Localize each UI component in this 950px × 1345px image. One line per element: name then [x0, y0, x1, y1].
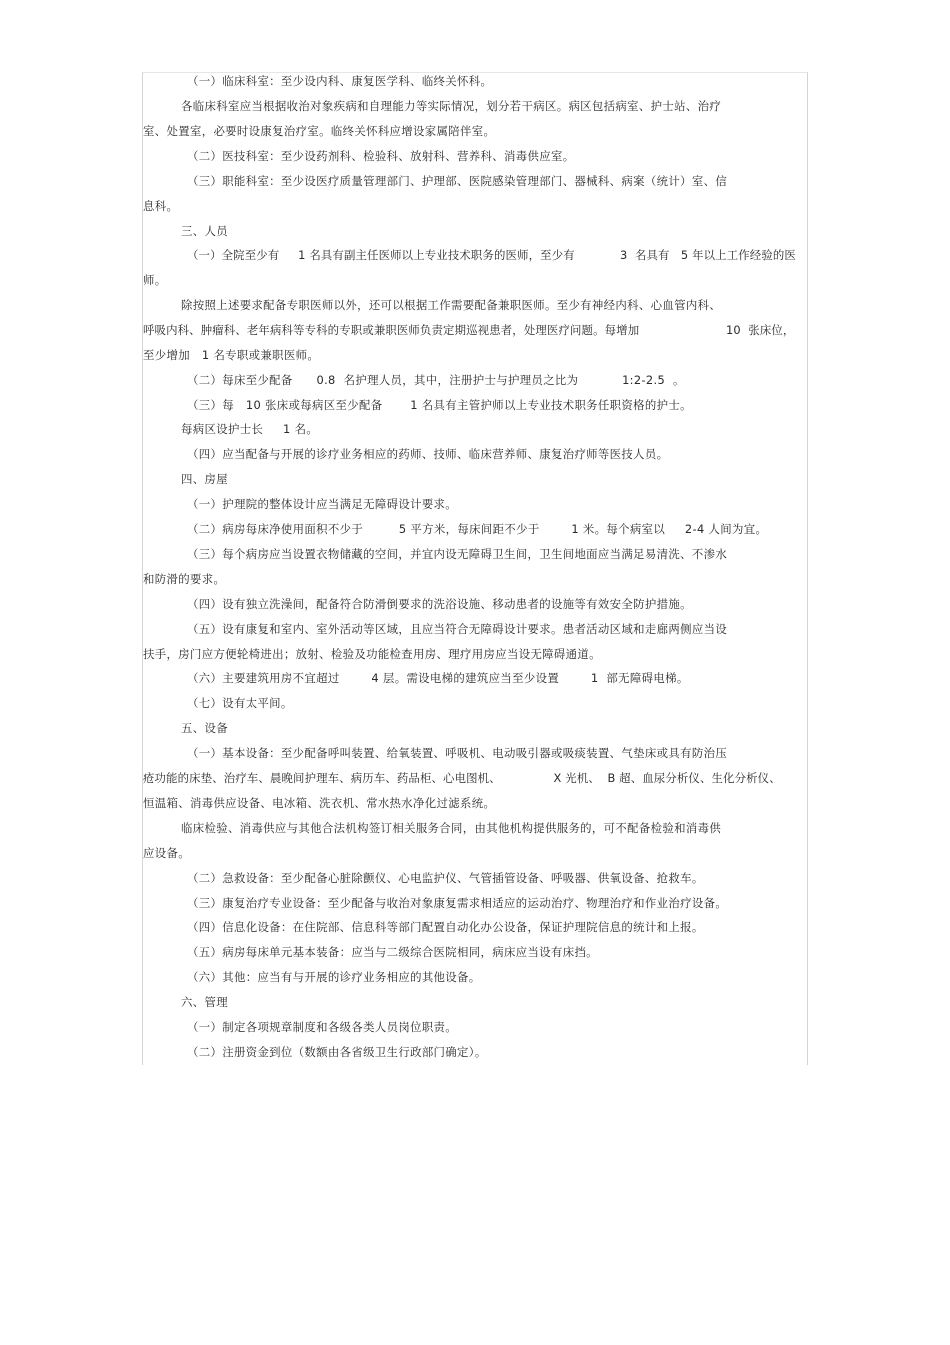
text-line: （二）每床至少配备 0.8 名护理人员，其中，注册护士与护理员之比为 1:2-2.5 。 — [187, 373, 685, 387]
text-line: （三）康复治疗专业设备：至少配备与收治对象康复需求相适应的运动治疗、物理治疗和作业治疗设备。 — [187, 896, 728, 910]
text-line: 息科。 — [143, 199, 179, 213]
text-line: 呼吸内科、肿瘤科、老年病科等专科的专职或兼职医师负责定期巡视患者，处理医疗问题。每增加 10 张床位， — [143, 323, 795, 337]
text-line: （三）每个病房应当设置衣物储藏的空间，并宜内设无障碍卫生间，卫生间地面应当满足易清洗、不渗水 — [187, 547, 728, 561]
text-line: （六）主要建筑用房不宜超过 4 层。需设电梯的建筑应当至少设置 1 部无障碍电梯。 — [187, 671, 689, 685]
text-line: 师。 — [143, 273, 167, 287]
text-line: （一）临床科室：至少设内科、康复医学科、临终关怀科。 — [187, 74, 493, 88]
section-heading: 五、设备 — [181, 721, 228, 735]
text-line: （二）急救设备：至少配备心脏除颤仪、心电监护仪、气管插管设备、呼吸器、供氧设备、抢救车。 — [187, 871, 704, 885]
text-line: （一）护理院的整体设计应当满足无障碍设计要求。 — [187, 497, 458, 511]
section-heading: 六、管理 — [181, 995, 228, 1009]
text-line: （四）设有独立洗澡间，配备符合防滑倒要求的洗浴设施、移动患者的设施等有效安全防护措施。 — [187, 597, 692, 611]
section-heading: 三、人员 — [181, 224, 228, 238]
text-line: （七）设有太平间。 — [187, 696, 293, 710]
text-line: 扶手，房门应方便轮椅进出；放射、检验及功能检查用房、理疗用房应当设无障碍通道。 — [143, 647, 601, 661]
text-line: （三）每 10 张床或每病区至少配备 1 名具有主管护师以上专业技术职务任职资格的护士。 — [187, 398, 692, 412]
section-heading: 四、房屋 — [181, 472, 228, 486]
text-line: （一）基本设备：至少配备呼叫装置、给氧装置、呼吸机、电动吸引器或吸痰装置、气垫床或具有防治压 — [187, 746, 728, 760]
text-line: 每病区设护士长 1 名。 — [181, 422, 319, 436]
text-line: 疮功能的床垫、治疗车、晨晚间护理车、病历车、药品柜、心电图机、 X 光机、 B 超、血尿分析仪、生化分析仪、 — [143, 771, 781, 785]
page-frame — [142, 72, 808, 1065]
text-line: （四）应当配备与开展的诊疗业务相应的药师、技师、临床营养师、康复治疗师等医技人员。 — [187, 447, 669, 461]
text-line: 室、处置室，必要时设康复治疗室。临终关怀科应增设家属陪伴室。 — [143, 124, 496, 138]
text-line: （一）制定各项规章制度和各级各类人员岗位职责。 — [187, 1020, 458, 1034]
text-line: 除按照上述要求配备专职医师以外，还可以根据工作需要配备兼职医师。至少有神经内科、心血管内科、 — [181, 298, 722, 312]
text-line: （五）病房每床单元基本装备：应当与二级综合医院相同，病床应当设有床挡。 — [187, 945, 598, 959]
text-line: 应设备。 — [143, 846, 190, 860]
text-line: （三）职能科室：至少设医疗质量管理部门、护理部、医院感染管理部门、器械科、病案（统计）室、信 — [187, 174, 728, 188]
text-line: （四）信息化设备：在住院部、信息科等部门配置自动化办公设备，保证护理院信息的统计和上报。 — [187, 920, 704, 934]
text-line: 各临床科室应当根据收治对象疾病和自理能力等实际情况，划分若干病区。病区包括病室、护士站、治疗 — [181, 99, 722, 113]
text-line: （五）设有康复和室内、室外活动等区域，且应当符合无障碍设计要求。患者活动区域和走廊两侧应当设 — [187, 622, 728, 636]
text-line: （六）其他：应当有与开展的诊疗业务相应的其他设备。 — [187, 970, 481, 984]
text-line: （二）医技科室：至少设药剂科、检验科、放射科、营养科、消毒供应室。 — [187, 149, 575, 163]
text-line: （一）全院至少有 1 名具有副主任医师以上专业技术职务的医师，至少有 3 名具有 5 年以上工作经验的医 — [187, 248, 796, 262]
text-line: 恒温箱、消毒供应设备、电冰箱、洗衣机、常水热水净化过滤系统。 — [143, 796, 496, 810]
text-line: 临床检验、消毒供应与其他合法机构签订相关服务合同，由其他机构提供服务的，可不配备检验和消毒供 — [181, 821, 722, 835]
text-line: （二）注册资金到位（数额由各省级卫生行政部门确定）。 — [187, 1045, 487, 1059]
text-line: （二）病房每床净使用面积不少于 5 平方米，每床间距不少于 1 米。每个病室以 2-4 人间为宜。 — [187, 522, 768, 536]
text-line: 和防滑的要求。 — [143, 572, 226, 586]
text-line: 至少增加 1 名专职或兼职医师。 — [143, 348, 320, 362]
